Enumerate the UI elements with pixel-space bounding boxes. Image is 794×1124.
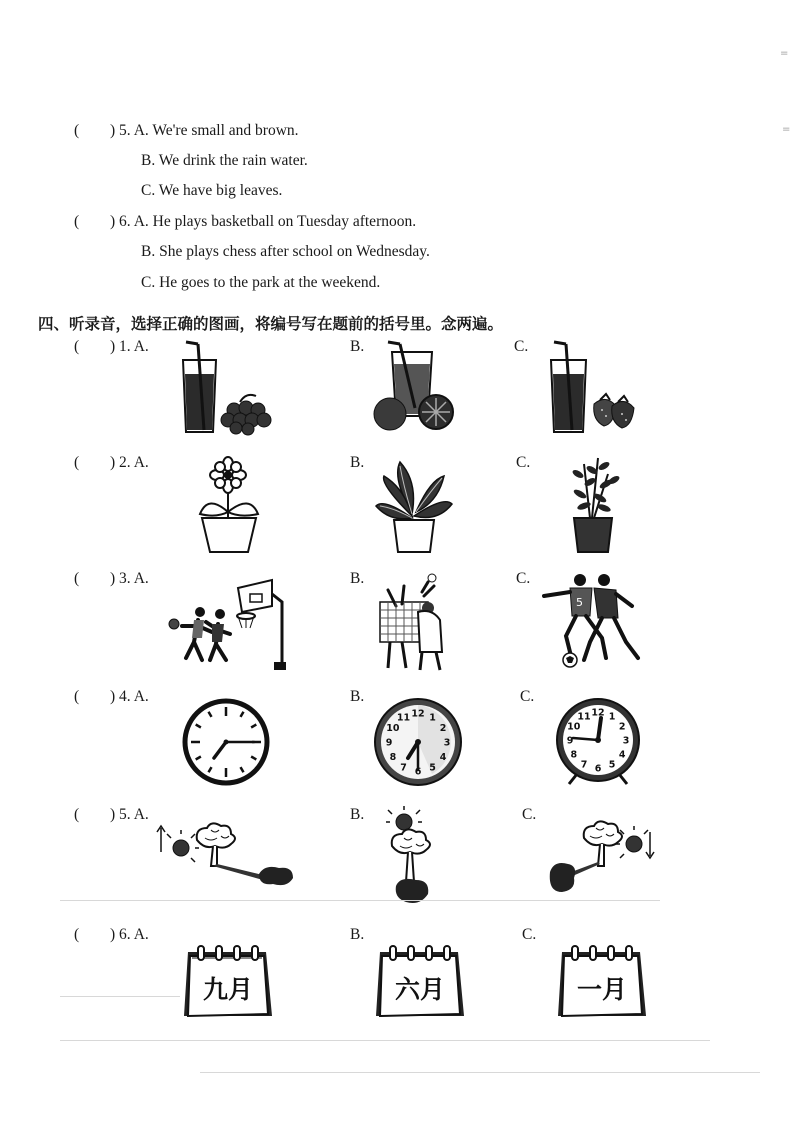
- clock-c-image: [553, 694, 643, 788]
- answer-paren-close: ): [110, 122, 116, 139]
- question-5-text: [110, 122, 299, 140]
- clock-number: 12: [591, 707, 605, 719]
- answer-paren-open: (: [74, 122, 80, 139]
- noon-shadow-image: [384, 806, 444, 914]
- option-c-label: C.: [516, 454, 531, 471]
- question-number: [110, 338, 149, 356]
- clock-number: 2: [618, 721, 626, 733]
- calendar-month-text: 一月: [576, 975, 628, 1004]
- scan-line: [200, 1072, 760, 1073]
- flower-pot-image: [194, 456, 264, 554]
- football-image: [540, 572, 648, 670]
- option-c-label: C.: [516, 570, 531, 587]
- option-a-label: 2. A.: [119, 454, 149, 471]
- edge-mark: =: [780, 48, 789, 59]
- calendar-september-image: [180, 944, 276, 1026]
- scan-line: [60, 900, 660, 901]
- option-b-label: B.: [350, 806, 365, 823]
- answer-paren-open: (: [74, 570, 80, 587]
- option-b: B. We drink the rain water.: [141, 152, 308, 169]
- clock-number: 3: [622, 735, 630, 747]
- clock-a-image: [182, 698, 270, 786]
- option-a-label: 5. A.: [119, 806, 149, 823]
- question-number: [110, 454, 149, 472]
- clock-number: 1: [429, 712, 436, 724]
- question-number: [110, 806, 149, 824]
- clock-number: 8: [570, 749, 578, 761]
- clock-number: 6: [594, 763, 602, 775]
- calendar-month-text: 九月: [202, 975, 254, 1004]
- clock-number: 7: [400, 762, 407, 774]
- option-c-label: C.: [522, 806, 537, 823]
- clock-b-image: [372, 696, 464, 788]
- answer-paren-open: (: [74, 454, 80, 471]
- clock-number: 9: [566, 735, 574, 747]
- option-c-label: C.: [514, 338, 529, 355]
- orange-juice-image: [370, 338, 465, 438]
- question-number: [110, 926, 149, 944]
- answer-paren-close: ): [110, 806, 116, 823]
- option-b-label: B.: [350, 338, 365, 355]
- answer-paren-close: ): [110, 338, 116, 355]
- option-c: C. We have big leaves.: [141, 182, 283, 199]
- option-a: A. He plays basketball on Tuesday afternoon.: [133, 213, 417, 230]
- answer-paren-open: (: [74, 213, 80, 230]
- option-b-label: B.: [350, 926, 365, 943]
- option-a-label: 6. A.: [119, 926, 149, 943]
- question-number: 6.: [119, 213, 131, 230]
- clock-number: 10: [567, 721, 581, 733]
- leafy-plant-image: [374, 458, 454, 554]
- option-b-label: B.: [350, 688, 365, 705]
- calendar-june-image: [372, 944, 468, 1026]
- strawberry-juice-image: [544, 338, 639, 438]
- option-a-label: 3. A.: [119, 570, 149, 587]
- grape-juice-image: [176, 338, 281, 438]
- option-c-label: C.: [520, 688, 535, 705]
- question-number: [110, 688, 149, 706]
- option-a-label: 4. A.: [119, 688, 149, 705]
- clock-number: 2: [439, 723, 447, 734]
- basketball-image: [168, 576, 290, 672]
- volleyball-image: [378, 572, 448, 672]
- answer-paren-open: (: [74, 806, 80, 823]
- answer-paren-close: ): [110, 213, 116, 230]
- clock-number: 4: [439, 752, 447, 763]
- clock-number: 9: [385, 737, 393, 749]
- scan-line: [60, 996, 180, 997]
- clock-number: 6: [414, 766, 422, 778]
- calendar-month-text: 六月: [394, 975, 446, 1004]
- clock-number: 11: [396, 712, 411, 724]
- clock-number: 4: [618, 749, 626, 761]
- option-b-label: B.: [350, 570, 365, 587]
- option-c: C. He goes to the park at the weekend.: [141, 274, 381, 291]
- clock-number: 1: [608, 711, 616, 723]
- answer-paren-open: (: [74, 688, 80, 705]
- scan-line: [60, 1040, 710, 1041]
- option-b: B. She plays chess after school on Wednesday.: [141, 243, 430, 260]
- clock-number: 12: [411, 708, 425, 720]
- question-number: 5.: [119, 122, 131, 139]
- answer-paren-open: (: [74, 926, 80, 943]
- option-a-label: 1. A.: [119, 338, 149, 355]
- edge-mark: =: [782, 124, 791, 135]
- clock-number: 8: [389, 752, 397, 763]
- answer-paren-close: ): [110, 926, 116, 943]
- question-6-text: [110, 213, 416, 231]
- answer-paren-open: (: [74, 338, 80, 355]
- clock-number: 7: [580, 759, 588, 771]
- option-b-label: B.: [350, 454, 365, 471]
- answer-paren-close: ): [110, 570, 116, 587]
- evening-shadow-image: [546, 820, 658, 908]
- section-title: 四、听录音，选择正确的图画，将编号写在题前的括号里。念两遍。: [38, 315, 504, 333]
- answer-paren-close: ): [110, 454, 116, 471]
- morning-shadow-image: [155, 822, 300, 904]
- clock-number: 5: [429, 762, 436, 774]
- calendar-january-image: [554, 944, 650, 1026]
- tall-plant-image: [562, 454, 622, 554]
- option-c-label: C.: [522, 926, 537, 943]
- question-number: [110, 570, 149, 588]
- clock-number: 3: [443, 737, 451, 749]
- option-a: A. We're small and brown.: [133, 122, 299, 139]
- jersey-number: 5: [576, 596, 583, 609]
- clock-number: 10: [386, 723, 400, 734]
- answer-paren-close: ): [110, 688, 116, 705]
- clock-number: 5: [608, 759, 616, 771]
- clock-number: 11: [577, 711, 591, 723]
